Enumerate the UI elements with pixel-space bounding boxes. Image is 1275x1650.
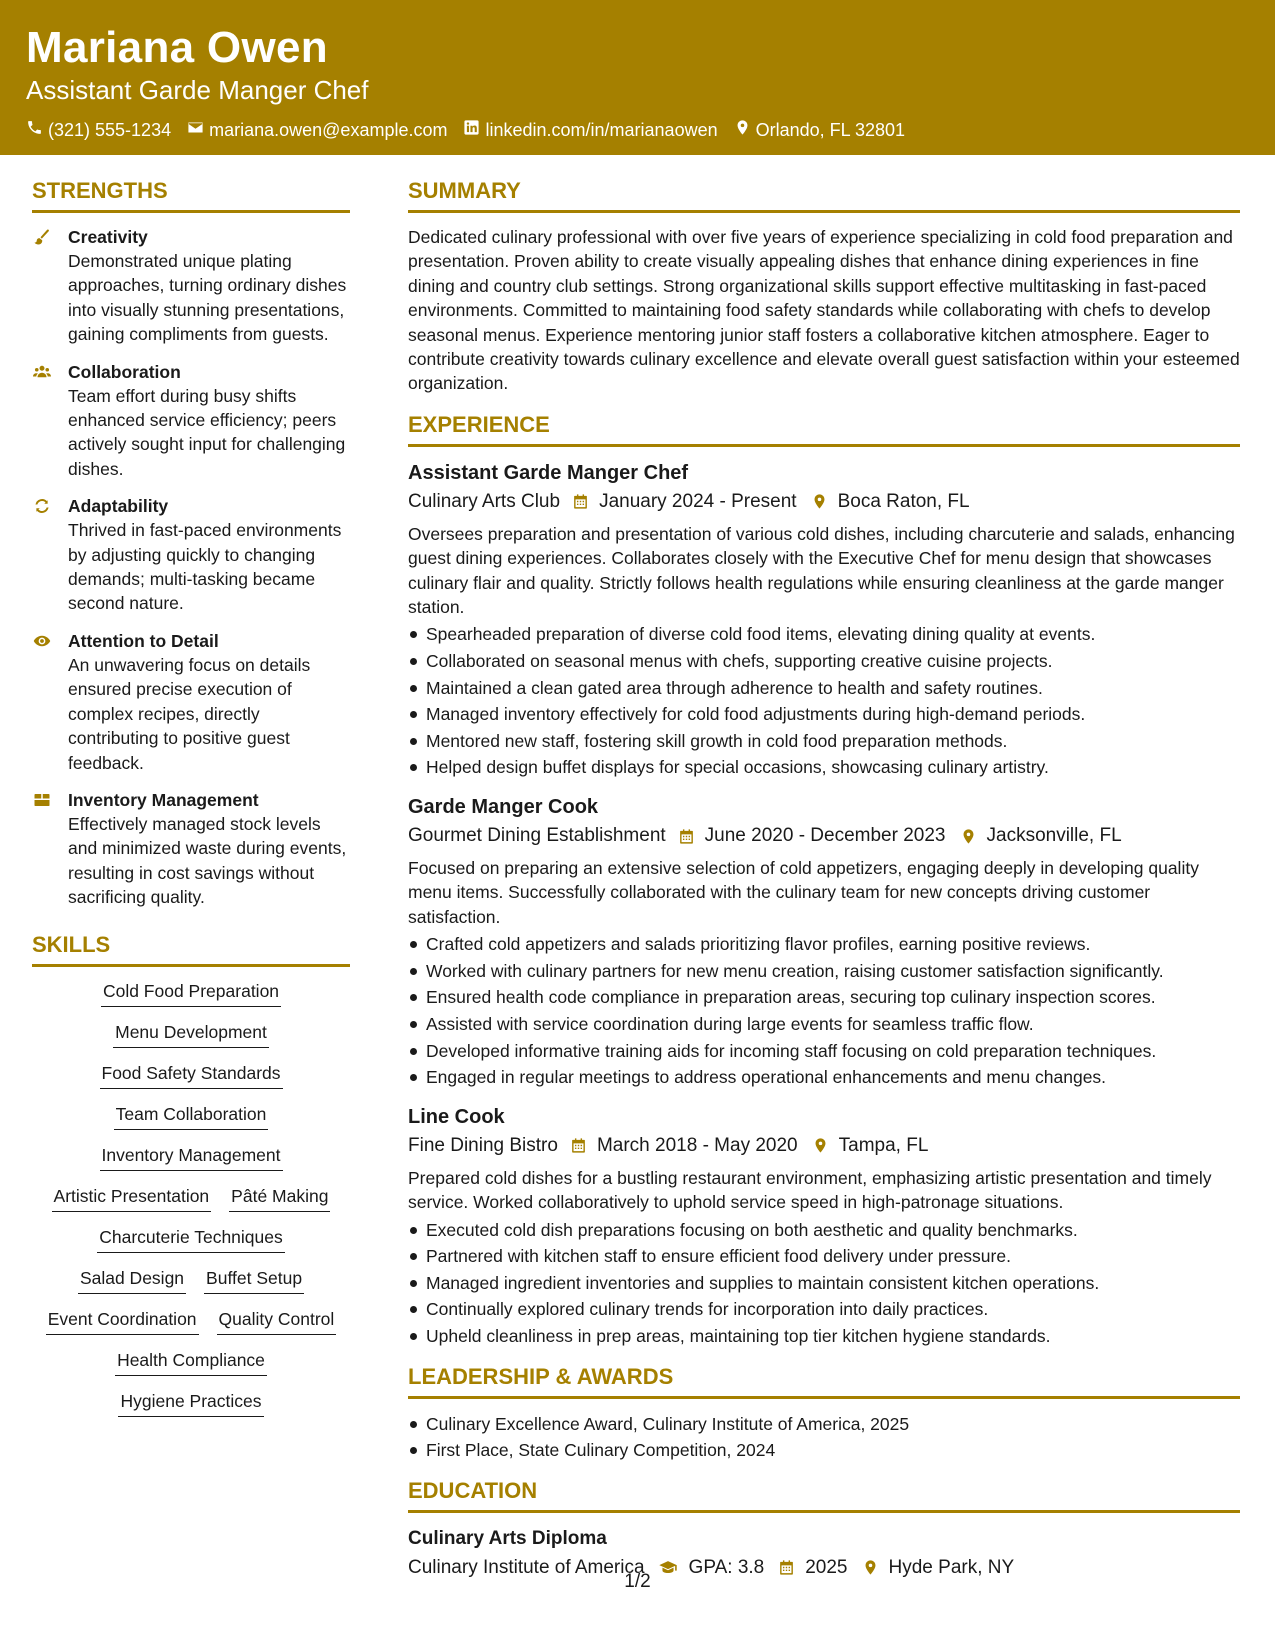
education-degree: Culinary Arts Diploma	[408, 1527, 607, 1549]
skills-heading: SKILLS	[32, 930, 350, 967]
skill-tag: Salad Design	[78, 1266, 186, 1294]
skill-tag: Hygiene Practices	[118, 1389, 263, 1417]
box-icon	[32, 788, 54, 910]
education-location: Hyde Park, NY	[888, 1556, 1015, 1578]
skill-tag: Cold Food Preparation	[101, 979, 281, 1007]
skill-tag: Menu Development	[113, 1020, 269, 1048]
job-bullets	[408, 931, 1240, 1091]
candidate-title: Assistant Garde Manger Chef	[26, 75, 369, 105]
contact-linkedin[interactable]	[463, 118, 717, 142]
location-pin-icon	[811, 492, 828, 511]
list-item: Mentored new staff, fostering skill growth in cold food preparation methods.	[408, 728, 1240, 755]
job-meta	[408, 487, 1240, 517]
job-description: Prepared cold dishes for a bustling restaurant environment, emphasizing artistic presentation and timely service. Worked collaboratively to uphold service speed in high-patronage situations.	[408, 1167, 1212, 1213]
strengths-heading: STRENGTHS	[32, 176, 350, 213]
users-icon	[32, 360, 54, 482]
education-year: 2025	[805, 1556, 848, 1578]
list-item: Assisted with service coordination during large events for seamless traffic flow.	[408, 1011, 1240, 1038]
job-company: Gourmet Dining Establishment	[408, 825, 666, 847]
contact-linkedin-text: linkedin.com/in/marianaowen	[485, 120, 718, 140]
job-description: Oversees preparation and presentation of various cold dishes, including charcuterie and salads, enhancing guest dining experiences. Collaborates closely with the Executive Chef for menu design that showcases culinary flair and quality. Strictly follows health regulations while ensuring cleanliness at the garde manger station.	[408, 523, 1235, 618]
job-bullets	[408, 1217, 1240, 1350]
contact-location	[734, 118, 905, 142]
job-location: Jacksonville, FL	[986, 825, 1122, 847]
contact-phone[interactable]	[26, 118, 171, 142]
page-number: 1/2	[624, 1571, 651, 1592]
strength-desc: An unwavering focus on details ensured precise execution of complex recipes, directly contributing to positive guest feedback.	[68, 654, 311, 773]
list-item: Continually explored culinary trends for incorporation into daily practices.	[408, 1296, 1240, 1323]
list-item: Spearheaded preparation of diverse cold food items, elevating dining quality at events.	[408, 621, 1240, 648]
contact-phone-text: (321) 555-1234	[48, 120, 172, 140]
skill-tag: Pâté Making	[229, 1184, 330, 1212]
location-pin-icon	[734, 118, 751, 142]
left-column	[32, 176, 350, 1417]
job-description: Focused on preparing an extensive selection of cold appetizers, engaging deeply in developing quality menu items. Successfully collaborated with the culinary team for new concepts driving customer satisfaction.	[408, 858, 1199, 927]
list-item: Worked with culinary partners for new menu creation, raising customer satisfaction significantly.	[408, 958, 1240, 985]
job-location: Boca Raton, FL	[837, 490, 970, 512]
list-item: Culinary Excellence Award, Culinary Institute of America, 2025	[408, 1411, 1240, 1438]
calendar-icon	[678, 827, 695, 846]
strength-desc: Team effort during busy shifts enhanced service efficiency; peers actively sought input for challenging dishes.	[68, 385, 346, 479]
strength-item	[32, 629, 350, 775]
list-item: Executed cold dish preparations focusing on both aesthetic and quality benchmarks.	[408, 1217, 1240, 1244]
education-heading: EDUCATION	[408, 1476, 1240, 1513]
strength-item	[32, 225, 350, 347]
job-title: Assistant Garde Manger Chef	[408, 461, 689, 484]
strength-title: Adaptability	[68, 496, 169, 517]
job-dates: March 2018 - May 2020	[596, 1134, 798, 1156]
list-item: Upheld cleanliness in prep areas, maintaining top tier kitchen hygiene standards.	[408, 1323, 1240, 1350]
list-item: Developed informative training aids for incoming staff focusing on cold preparation techniques.	[408, 1038, 1240, 1065]
skill-tag: Inventory Management	[100, 1143, 283, 1171]
job-meta	[408, 821, 1240, 851]
job-company: Fine Dining Bistro	[408, 1134, 558, 1156]
job-entry	[408, 793, 1240, 1091]
experience-heading: EXPERIENCE	[408, 410, 1240, 447]
list-item: Engaged in regular meetings to address operational enhancements and menu changes.	[408, 1064, 1240, 1091]
resume-header	[0, 0, 1275, 155]
strength-title: Collaboration	[68, 361, 181, 382]
right-column	[408, 176, 1240, 1588]
calendar-icon	[572, 492, 589, 511]
job-entry	[408, 459, 1240, 781]
list-item: Crafted cold appetizers and salads prioritizing flavor profiles, earning positive reviews.	[408, 931, 1240, 958]
skill-tag: Health Compliance	[115, 1348, 267, 1376]
skill-tag: Quality Control	[217, 1307, 337, 1335]
job-dates: January 2024 - Present	[599, 490, 797, 512]
job-title: Garde Manger Cook	[408, 796, 599, 819]
phone-icon	[26, 118, 43, 142]
strength-item	[32, 494, 350, 616]
location-pin-icon	[812, 1136, 829, 1155]
list-item: Collaborated on seasonal menus with chefs, supporting creative cuisine projects.	[408, 648, 1240, 675]
contact-email-text: mariana.owen@example.com	[209, 120, 448, 140]
list-item: Maintained a clean gated area through adherence to health and safety routines.	[408, 675, 1240, 702]
skill-tag: Artistic Presentation	[52, 1184, 212, 1212]
strength-item	[32, 360, 350, 482]
job-entry	[408, 1103, 1240, 1350]
list-item: First Place, State Culinary Competition, 2024	[408, 1437, 1240, 1464]
list-item: Helped design buffet displays for special occasions, showcasing culinary artistry.	[408, 754, 1240, 781]
skill-tag: Buffet Setup	[204, 1266, 304, 1294]
education-gpa: GPA: 3.8	[688, 1556, 765, 1578]
job-location: Tampa, FL	[838, 1134, 929, 1156]
linkedin-icon	[463, 118, 480, 142]
strength-title: Inventory Management	[68, 789, 259, 810]
skill-tag: Team Collaboration	[114, 1102, 269, 1130]
strength-title: Attention to Detail	[68, 630, 219, 651]
job-bullets	[408, 621, 1240, 781]
summary-heading: SUMMARY	[408, 176, 1240, 213]
candidate-name: Mariana Owen	[26, 23, 328, 72]
job-dates: June 2020 - December 2023	[704, 825, 946, 847]
job-meta	[408, 1131, 1240, 1161]
contact-email[interactable]	[187, 118, 447, 142]
contact-bar	[26, 118, 1249, 142]
skill-tag: Charcuterie Techniques	[97, 1225, 285, 1253]
paintbrush-icon	[32, 225, 54, 347]
strength-item	[32, 788, 350, 910]
contact-location-text: Orlando, FL 32801	[755, 120, 906, 140]
skill-tag: Food Safety Standards	[100, 1061, 283, 1089]
eye-icon	[32, 629, 54, 775]
summary-text: Dedicated culinary professional with over five years of experience specializing in cold food preparation and presentation. Proven ability to create visually appealing dishes that enhance dining experiences in fine dining and country club settings. Strong organizational skills support effective multitasking in fast-paced environments. Committed to maintaining food safety standards while collaborating with chefs to develop seasonal menus. Experience mentoring junior staff fosters a collaborative kitchen atmosphere. Eager to contribute creativity towards culinary excellence and elevate overall guest satisfaction within your esteemed organization.	[408, 227, 1240, 394]
strength-desc: Thrived in fast-paced environments by adjusting quickly to changing demands; multi-tasking became second nature.	[68, 520, 342, 614]
location-pin-icon	[960, 827, 977, 846]
awards-list	[408, 1411, 1240, 1464]
awards-heading: LEADERSHIP & AWARDS	[408, 1362, 1240, 1399]
calendar-icon	[570, 1136, 587, 1155]
refresh-icon	[32, 494, 54, 616]
job-company: Culinary Arts Club	[408, 490, 561, 512]
strength-desc: Demonstrated unique plating approaches, turning ordinary dishes into visually stunning presentations, gaining compliments from guests.	[68, 251, 347, 345]
list-item: Ensured health code compliance in preparation areas, securing top culinary inspection scores.	[408, 984, 1240, 1011]
job-title: Line Cook	[408, 1105, 505, 1128]
skills-list	[32, 979, 350, 1417]
envelope-icon	[187, 118, 204, 142]
strength-title: Creativity	[68, 227, 148, 247]
list-item: Managed ingredient inventories and supplies to maintain consistent kitchen operations.	[408, 1270, 1240, 1297]
list-item: Partnered with kitchen staff to ensure efficient food delivery under pressure.	[408, 1243, 1240, 1270]
education-school: Culinary Institute of America	[408, 1556, 645, 1578]
list-item: Managed inventory effectively for cold food adjustments during high-demand periods.	[408, 701, 1240, 728]
skill-tag: Event Coordination	[46, 1307, 199, 1335]
strength-desc: Effectively managed stock levels and minimized waste during events, resulting in cost savings without sacrificing quality.	[68, 813, 347, 908]
